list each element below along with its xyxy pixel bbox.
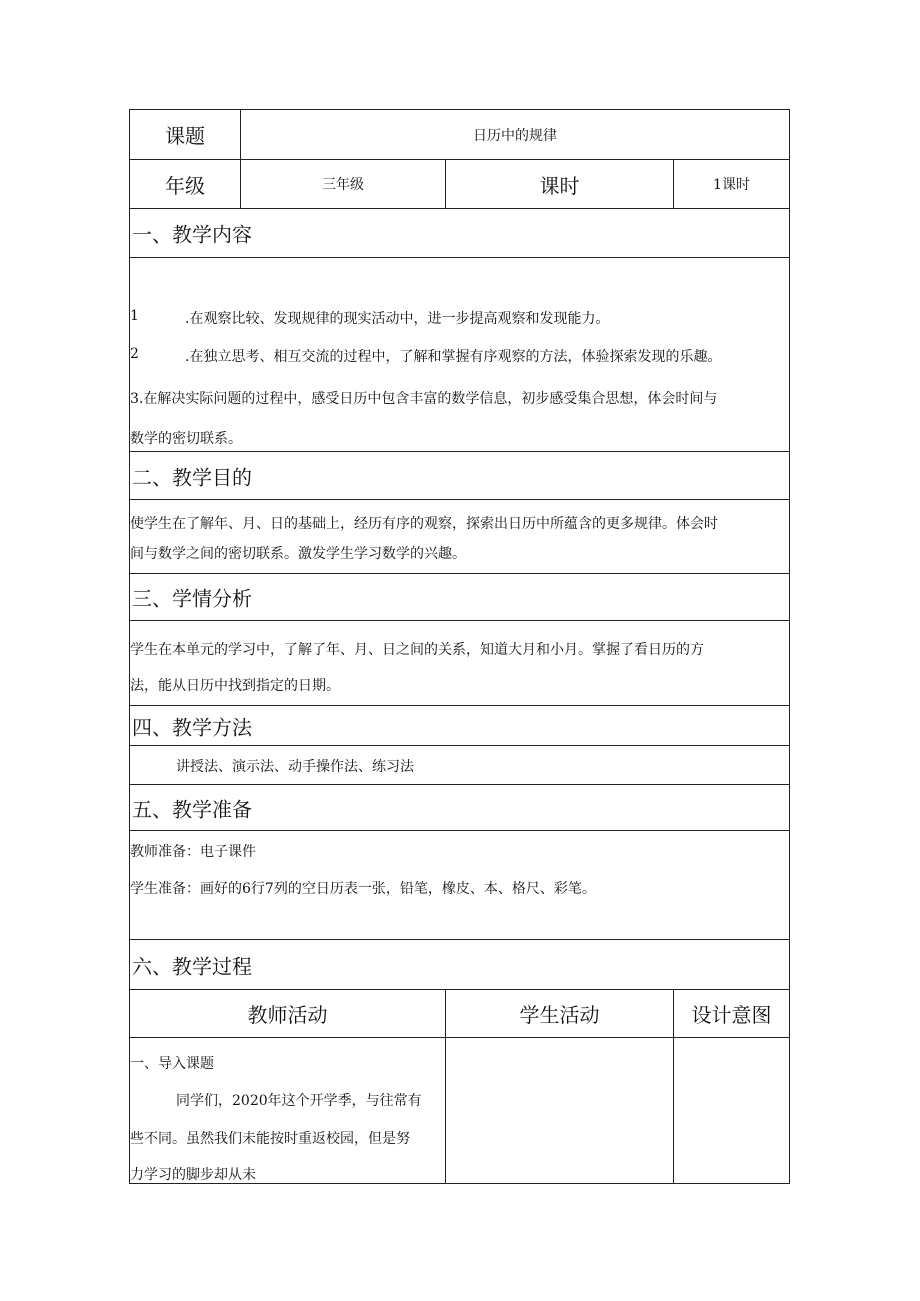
- process-title-row: [130, 940, 789, 990]
- analysis-body: [130, 621, 789, 706]
- analysis-line-1: 学生在本单元的学习中，了解了年、月、日之间的关系，知道大月和小月。掌握了看日历的方: [130, 642, 704, 658]
- col-teacher-activity: 教师活动: [247, 1003, 328, 1027]
- goal-title-row: [130, 452, 789, 500]
- content-item-3-line2: 数学的密切联系。: [130, 431, 242, 447]
- method-title-row: [130, 706, 789, 746]
- content-item-1-num: 1: [130, 308, 139, 324]
- goal-line-2: 间与数学之间的密切联系。激发学生学习数学的兴趣。: [130, 546, 466, 562]
- content-item-2-text: .在独立思考、相互交流的过程中，了解和掌握有序观察的方法，体验探索发现的乐趣。: [185, 349, 722, 365]
- prep-title: 五、教学准备: [132, 797, 252, 821]
- prep-body: [130, 831, 789, 940]
- analysis-title: 三、学情分析: [132, 586, 252, 611]
- grade-value: 三年级: [322, 177, 364, 193]
- hours-value: 1课时: [713, 177, 750, 193]
- method-text: 讲授法、演示法、动手操作法、练习法: [176, 759, 414, 775]
- content-title: 一、教学内容: [132, 222, 252, 247]
- prep-student: 学生准备：画好的6行7列的空日历表一张，铅笔，橡皮、本、格尺、彩笔。: [130, 881, 596, 897]
- intro-heading: 一、导入课题: [130, 1056, 214, 1072]
- topic-value: 日历中的规律: [473, 127, 557, 144]
- col-design-intent: 设计意图: [691, 1003, 772, 1027]
- intro-line-2: 些不同。虽然我们未能按时重返校园，但是努: [130, 1131, 410, 1147]
- intro-line-1: 同学们，2020年这个开学季，与往常有: [176, 1093, 422, 1109]
- goal-body: [130, 500, 789, 574]
- content-title-row: [130, 209, 789, 258]
- analysis-line-2: 法，能从日历中找到指定的日期。: [130, 678, 340, 694]
- content-body: [130, 258, 789, 452]
- topic-label: 课题: [165, 124, 205, 148]
- content-item-2-num: 2: [130, 346, 139, 362]
- col-student-activity: 学生活动: [519, 1003, 600, 1027]
- process-title: 六、教学过程: [132, 954, 252, 978]
- content-item-3-line1: 3.在解决实际问题的过程中，感受日历中包含丰富的数学信息，初步感受集合思想，体会时间与: [130, 391, 718, 407]
- prep-teacher: 教师准备：电子课件: [130, 844, 256, 860]
- hours-label: 课时: [539, 173, 580, 198]
- lesson-plan-table: [129, 109, 790, 1184]
- prep-title-row: [130, 785, 789, 831]
- process-header-row: [130, 990, 789, 1038]
- process-body-row: [130, 1038, 789, 1183]
- intro-line-3: 力学习的脚步却从未: [130, 1167, 256, 1183]
- method-title: 四、教学方法: [132, 715, 252, 739]
- topic-row: [130, 110, 789, 160]
- method-body: [130, 746, 789, 785]
- grade-label: 年级: [165, 173, 205, 198]
- goal-title: 二、教学目的: [132, 465, 252, 489]
- goal-line-1: 使学生在了解年、月、日的基础上，经历有序的观察，探索出日历中所蕴含的更多规律。体会时: [130, 516, 718, 532]
- analysis-title-row: [130, 574, 789, 621]
- grade-row: [130, 160, 789, 209]
- content-item-1-text: .在观察比较、发现规律的现实活动中，进一步提高观察和发现能力。: [185, 311, 610, 327]
